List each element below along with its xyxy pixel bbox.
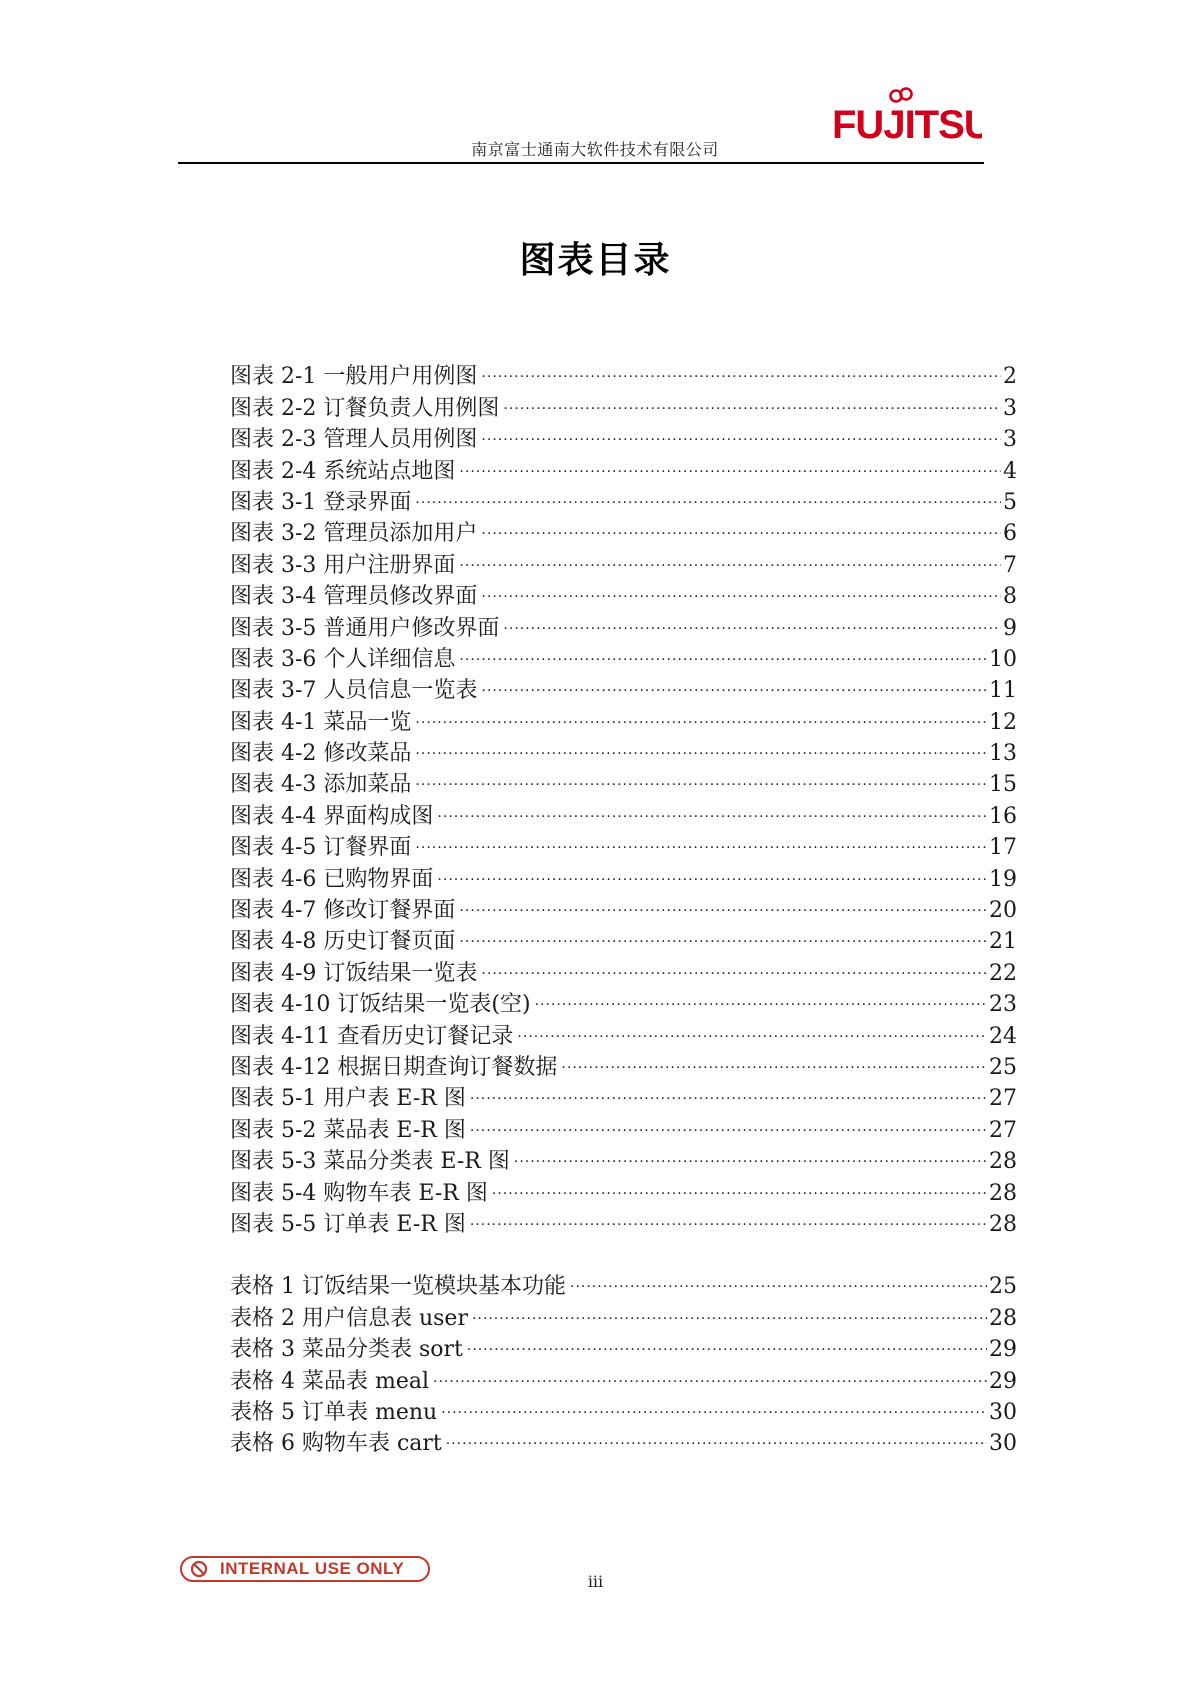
dot-leader	[561, 1043, 987, 1074]
dot-leader	[570, 1262, 987, 1293]
toc-entry-label: 图表 4-4 界面构成图	[230, 803, 434, 829]
toc-entry-label: 图表 5-1 用户表 E-R 图	[230, 1086, 466, 1112]
toc-entry-page: 12	[989, 709, 1017, 735]
toc-entry-page: 25	[989, 1274, 1017, 1300]
dot-leader	[517, 1011, 987, 1042]
toc-entry-label: 表格 2 用户信息表 user	[230, 1305, 468, 1331]
toc-entry-label: 图表 4-5 订餐界面	[230, 835, 412, 861]
toc-entry-page: 8	[1003, 584, 1017, 610]
dot-leader	[481, 666, 987, 697]
toc-entry-label: 图表 4-2 修改菜品	[230, 741, 412, 767]
toc-entry-page: 22	[989, 960, 1017, 986]
toc-entry-label: 图表 3-4 管理员修改界面	[230, 584, 478, 610]
toc-entry-page: 19	[989, 866, 1017, 892]
toc-entry-page: 7	[1003, 552, 1017, 578]
toc-entry-label: 图表 4-9 订饭结果一览表	[230, 960, 478, 986]
dot-leader	[503, 383, 1001, 414]
toc-entry-page: 28	[989, 1149, 1017, 1175]
dot-leader	[472, 1293, 987, 1324]
toc-entry-label: 图表 4-8 历史订餐页面	[230, 929, 456, 955]
dot-leader	[470, 1074, 987, 1105]
header-rule	[178, 162, 984, 164]
dot-leader	[470, 1105, 987, 1136]
toc-entry-page: 3	[1003, 427, 1017, 453]
toc-entry-page: 20	[989, 898, 1017, 924]
fujitsu-logo	[832, 86, 982, 156]
toc-entry-label: 图表 5-4 购物车表 E-R 图	[230, 1180, 488, 1206]
toc-entry-page: 30	[989, 1399, 1017, 1425]
toc-entry-page: 29	[989, 1368, 1017, 1394]
dot-leader	[503, 603, 1001, 634]
toc-entry-label: 图表 3-7 人员信息一览表	[230, 678, 478, 704]
toc-entry-label: 图表 3-6 个人详细信息	[230, 646, 456, 672]
dot-leader	[415, 760, 987, 791]
toc-entry-page: 3	[1003, 395, 1017, 421]
dot-leader	[433, 1356, 987, 1387]
toc-entry[interactable]	[230, 1262, 1017, 1300]
toc-entry-label: 表格 5 订单表 menu	[230, 1399, 438, 1425]
toc-entry-page: 2	[1003, 364, 1017, 390]
toc-entry-label: 图表 3-5 普通用户修改界面	[230, 615, 500, 641]
toc-entry-page: 5	[1003, 489, 1017, 515]
dot-leader	[492, 1168, 987, 1199]
dot-leader	[481, 352, 1001, 383]
toc-entry-page: 10	[989, 646, 1017, 672]
dot-leader	[441, 1388, 987, 1419]
toc-entry-label: 表格 3 菜品分类表 sort	[230, 1337, 463, 1363]
dot-leader	[467, 1325, 987, 1356]
dot-leader	[459, 635, 987, 666]
dot-leader	[481, 509, 1001, 540]
dot-leader	[459, 886, 987, 917]
toc-entry-label: 图表 3-2 管理员添加用户	[230, 521, 478, 547]
toc-entry-label: 图表 4-3 添加菜品	[230, 772, 412, 798]
dot-leader	[437, 854, 987, 885]
toc-entry-page: 28	[989, 1305, 1017, 1331]
toc-entry-page: 13	[989, 741, 1017, 767]
toc-entry-label: 图表 5-3 菜品分类表 E-R 图	[230, 1149, 510, 1175]
toc-entry-page: 16	[989, 803, 1017, 829]
toc-entry-label: 图表 2-1 一般用户用例图	[230, 364, 478, 390]
toc-entry-label: 图表 5-2 菜品表 E-R 图	[230, 1117, 466, 1143]
toc-entry-page: 28	[989, 1180, 1017, 1206]
dot-leader	[415, 823, 987, 854]
toc-entry-page: 28	[989, 1211, 1017, 1237]
toc-entry-page: 30	[989, 1431, 1017, 1457]
toc-entry-page: 27	[989, 1117, 1017, 1143]
dot-leader	[535, 980, 987, 1011]
dot-leader	[415, 478, 1001, 509]
toc-entry-page: 23	[989, 992, 1017, 1018]
internal-use-label: INTERNAL USE ONLY	[220, 1559, 405, 1578]
toc-entry-page: 29	[989, 1337, 1017, 1363]
dot-leader	[459, 446, 1001, 477]
toc-entry-page: 4	[1003, 458, 1017, 484]
toc-entry-label: 图表 2-3 管理人员用例图	[230, 427, 478, 453]
toc-entry-page: 24	[989, 1023, 1017, 1049]
toc-entry-label: 表格 1 订饭结果一览模块基本功能	[230, 1274, 566, 1300]
toc-entry-page: 21	[989, 929, 1017, 955]
dot-leader	[459, 917, 987, 948]
toc-entry-label: 图表 4-10 订饭结果一览表(空)	[230, 992, 531, 1018]
toc-entry-label: 图表 3-3 用户注册界面	[230, 552, 456, 578]
figure-list	[230, 352, 1017, 1237]
page-title: 图表目录	[519, 239, 672, 281]
toc-entry-page: 25	[989, 1054, 1017, 1080]
toc-entry-page: 15	[989, 772, 1017, 798]
svg-text:FUJITSU: FUJITSU	[832, 103, 982, 147]
toc-entry-label: 图表 4-1 菜品一览	[230, 709, 412, 735]
dot-leader	[481, 948, 987, 979]
dot-leader	[415, 697, 987, 728]
toc-entry-label: 图表 4-6 已购物界面	[230, 866, 434, 892]
dot-leader	[514, 1137, 987, 1168]
toc-entry-label: 表格 6 购物车表 cart	[230, 1431, 442, 1457]
toc-entry-page: 9	[1003, 615, 1017, 641]
toc-entry[interactable]	[230, 352, 1017, 390]
dot-leader	[415, 729, 987, 760]
toc-entry-label: 图表 2-2 订餐负责人用例图	[230, 395, 500, 421]
toc-entry-label: 图表 5-5 订单表 E-R 图	[230, 1211, 466, 1237]
dot-leader	[446, 1419, 987, 1450]
toc-entry-label: 图表 2-4 系统站点地图	[230, 458, 456, 484]
table-list	[230, 1262, 1017, 1457]
company-name: 南京富士通南大软件技术有限公司	[471, 140, 719, 159]
toc-entry-label: 图表 4-12 根据日期查询订餐数据	[230, 1054, 558, 1080]
dot-leader	[470, 1200, 987, 1231]
toc-entry-label: 表格 4 菜品表 meal	[230, 1368, 430, 1394]
dot-leader	[459, 540, 1001, 571]
toc-entry-label: 图表 4-7 修改订餐界面	[230, 898, 456, 924]
dot-leader	[437, 791, 987, 822]
toc-entry-page: 27	[989, 1086, 1017, 1112]
dot-leader	[481, 572, 1001, 603]
toc-entry-page: 6	[1003, 521, 1017, 547]
page-number: iii	[587, 1572, 604, 1591]
toc-entry-page: 11	[989, 678, 1017, 704]
toc-entry-label: 图表 4-11 查看历史订餐记录	[230, 1023, 514, 1049]
toc-entry-page: 17	[989, 835, 1017, 861]
toc-entry-label: 图表 3-1 登录界面	[230, 489, 412, 515]
dot-leader	[481, 415, 1001, 446]
